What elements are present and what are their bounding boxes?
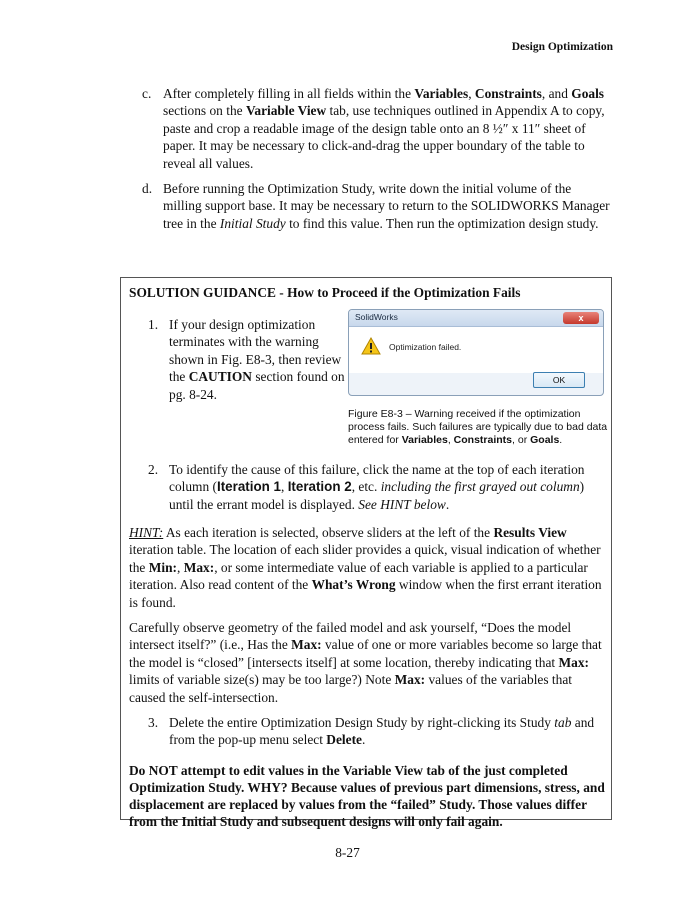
dialog-ok-button[interactable]: OK (533, 372, 585, 388)
guidance-item-2 (148, 461, 598, 513)
warning-icon (361, 337, 381, 360)
guidance-item-2-text: To identify the cause of this failure, click the name at the top of each iteration column (Iteration 1, Iteration 2, etc. including the first grayed out column) until the errant model is displayed. See HINT below. (169, 462, 585, 512)
guidance-title: SOLUTION GUIDANCE - How to Proceed if the Optimization Fails (129, 285, 521, 300)
observe-paragraph: Carefully observe geometry of the failed model and ask yourself, “Does the model intersect itself?” (i.e., Has the Max: value of one or more variables become so large that the model is “closed” [intersects itself] at some location, thereby indicating that Max: limits of variable size(s) may be too large?) Note Max: values of the variables that caused the self-intersection. (129, 620, 602, 705)
step-d (142, 180, 612, 232)
dialog-body (349, 327, 603, 373)
guidance-item-3 (148, 714, 598, 749)
page-number: 8-27 (335, 845, 360, 860)
guidance-item-1-text: If your design optimization terminates with the warning shown in Fig. E8-3, then review the CAUTION section found on pg. 8-24. (169, 317, 345, 402)
solution-guidance-box (120, 277, 612, 829)
optimization-failed-dialog (348, 309, 604, 396)
dialog-title: SolidWorks (355, 312, 398, 322)
figure-caption: Figure E8-3 – Warning received if the optimization process fails. Such failures are typically due to bad data entered for Variables, Constraints, or Goals. (348, 408, 608, 446)
step-marker: c. (142, 86, 152, 101)
step-marker: d. (142, 181, 153, 196)
guidance-item-3-text: Delete the entire Optimization Design Study by right-clicking its Study tab and from the pop-up menu select Delete. (169, 715, 595, 748)
hint-label: HINT: (129, 525, 164, 540)
final-warning-note: Do NOT attempt to edit values in the Variable View tab of the just completed Optimization Study. WHY? Because values of previous part dimensions, stress, and displacement are replaced by values from the “failed” Study. Those values differ from the Initial Study and subsequent designs will only fail again. (129, 763, 605, 829)
item-marker: 2. (148, 462, 159, 477)
step-c-text: After completely filling in all fields within the Variables, Constraints, and Goals sections on the Variable View tab, use techniques outlined in Appendix A to copy, paste and crop a readable image of the design table onto an 8 ½″ x 11″ sheet of paper. It may be necessary to click-and-drag the upper boundary of the table to reveal all values. (163, 86, 605, 171)
guidance-item-1 (148, 316, 348, 403)
item-marker: 3. (148, 715, 159, 730)
dialog-titlebar (349, 310, 603, 327)
step-c (142, 85, 612, 172)
step-d-text: Before running the Optimization Study, write down the initial volume of the milling support base. It may be necessary to return to the SOLIDWORKS Manager tree in the Initial Study to find this value. Then run the optimization design study. (163, 181, 610, 231)
item-marker: 1. (148, 317, 159, 332)
dialog-close-button[interactable]: x (563, 312, 599, 324)
header-title: Design Optimization (511, 41, 613, 53)
hint-paragraph: HINT: As each iteration is selected, observe sliders at the left of the Results View iteration table. The location of each slider provides a quick, visual indication of whether the Min:, Max:, or some intermediate value of each variable is applied to a particular iteration. Also read content of the What’s Wrong window when the first errant iteration is found. (129, 525, 602, 610)
dialog-message: Optimization failed. (389, 342, 462, 352)
